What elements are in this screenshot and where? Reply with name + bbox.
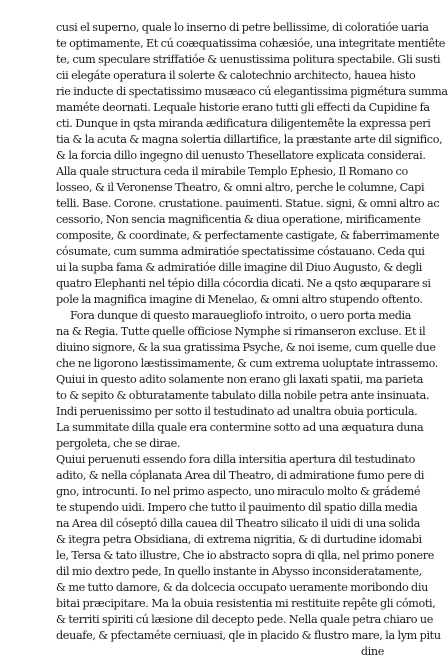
text-line: Alla quale structura ceda il mirabile Templo Ephesio, Il Romano co — [56, 165, 408, 178]
text-line: na Area dil cóseptó dilla cauea dil Theatro silicato il uidi di una solida — [56, 517, 420, 530]
text-line: Quiui in questo adito solamente non erano gli laxati spatii, ma parieta — [56, 373, 424, 386]
text-line: cti. Dunque in qsta miranda ædificatura diligentemête la expressa peri — [56, 117, 431, 130]
text-line: dil mio dextro pede, In quello instante in Abysso inconsideratamente, — [56, 565, 422, 578]
text-line: pergoleta, che se dirae. — [56, 437, 181, 450]
paragraph-start-line: Fora dunque di questo marauegliofo introito, o uero porta media — [70, 309, 412, 322]
text-line: composite, & coordinate, & perfectamente castigate, & faberrimamente — [56, 229, 440, 242]
text-line: Indi peruenissimo per sotto il testudinato ad unaltra obuia porticula. — [56, 405, 418, 418]
text-line: ui la supba fama & admiratióe dille imagine dil Diuo Augusto, & degli — [56, 261, 422, 274]
text-line: & itegra petra Obsidiana, di extrema nigritia, & di durtudine idomabi — [56, 533, 422, 546]
text-line: na & Regia. Tutte quelle officiose Nymphe si rimanseron excluse. Et il — [56, 325, 426, 338]
catchword: dine — [360, 645, 384, 658]
text-line: cii elegáte operatura il solerte & calotechnio architecto, hauea histo — [56, 69, 416, 82]
text-line: pole la magnifica imagine di Menelao, & omni altro stupendo oftento. — [56, 293, 423, 306]
text-line: diuino signore, & la sua gratissima Psyche, & noi iseme, cum quelle due — [56, 341, 436, 354]
text-line: le, Tersa & tato illustre, Che io abstracto sopra di qlla, nel primo ponere — [56, 549, 435, 562]
text-line: deuafe, & pfectaméte cerniuasi, qle in placido & flustro mare, la lym pitu — [56, 629, 441, 642]
text-line: Quiui peruenuti essendo fora dilla intersitia apertura dil testudinato — [56, 453, 415, 466]
text-line: te optimamente, Et cú coæquatissima cohæsióe, una integritate mentiête — [56, 37, 446, 50]
text-line: to & sepito & obturatamente tabulato dilla nobile petra ante insinuata. — [56, 389, 430, 402]
text-line: adito, & nella cóplanata Area dil Theatro, di admiratione fumo pere di — [56, 469, 425, 482]
text-line: La summitate dilla quale era contermine sotto ad una æquatura duna — [56, 421, 424, 434]
text-line: losseo, & il Veronense Theatro, & omni altro, perche le columne, Capi — [56, 181, 425, 194]
text-line: maméte deornati. Lequale historie erano tutti gli effecti da Cupidine fa — [56, 101, 430, 114]
text-line: rie inducte di spectatissimo musæaco cú elegantissima pigmétura summa — [56, 85, 448, 98]
text-line: & la forcia dillo ingegno dil uenusto Thesellatore explicata considerai. — [56, 149, 426, 162]
text-line: telli. Base. Corone. crustatione. pauimenti. Statue. signi, & omni altro ac — [56, 197, 440, 210]
text-line: bitai præcipitare. Ma la obuia resistentia mi restituite repête gli cómoti, — [56, 597, 436, 610]
text-line: che ne ligorono læstissimamente, & cum extrema uoluptate intrassemo. — [56, 357, 438, 370]
text-line: & me tutto damore, & da dolcecia occupato ueramente moribondo diu — [56, 581, 428, 594]
text-line: cusi el superno, quale lo inserno di petre bellissime, di coloratióe uaria — [56, 21, 429, 34]
text-line: tia & la acuta & magna solertia dillartifice, la præstante arte dil significo, — [56, 133, 443, 146]
text-line: gno, introcunti. Io nel primo aspecto, uno miraculo molto & grádemé — [56, 485, 421, 498]
text-line: te, cum speculare striffatióe & uenustissima politura spectabile. Gli susti — [56, 53, 441, 66]
body-text — [56, 20, 448, 660]
text-line: cósumate, cum summa admiratióe spectatissime cóstauano. Ceda qui — [56, 245, 425, 258]
text-line: cessorio, Non sencia magnificentia & diua operatione, mirificamente — [56, 213, 421, 226]
text-line: quatro Elephanti nel tépio dilla cócordia dicati. Ne a qsto æquparare si — [56, 277, 431, 290]
text-line: te stupendo uidi. Impero che tutto il pauimento dil spatio dilla media — [56, 501, 418, 514]
text-line: & territi spiriti cú læsione dil decepto pede. Nella quale petra chiaro ue — [56, 613, 434, 626]
